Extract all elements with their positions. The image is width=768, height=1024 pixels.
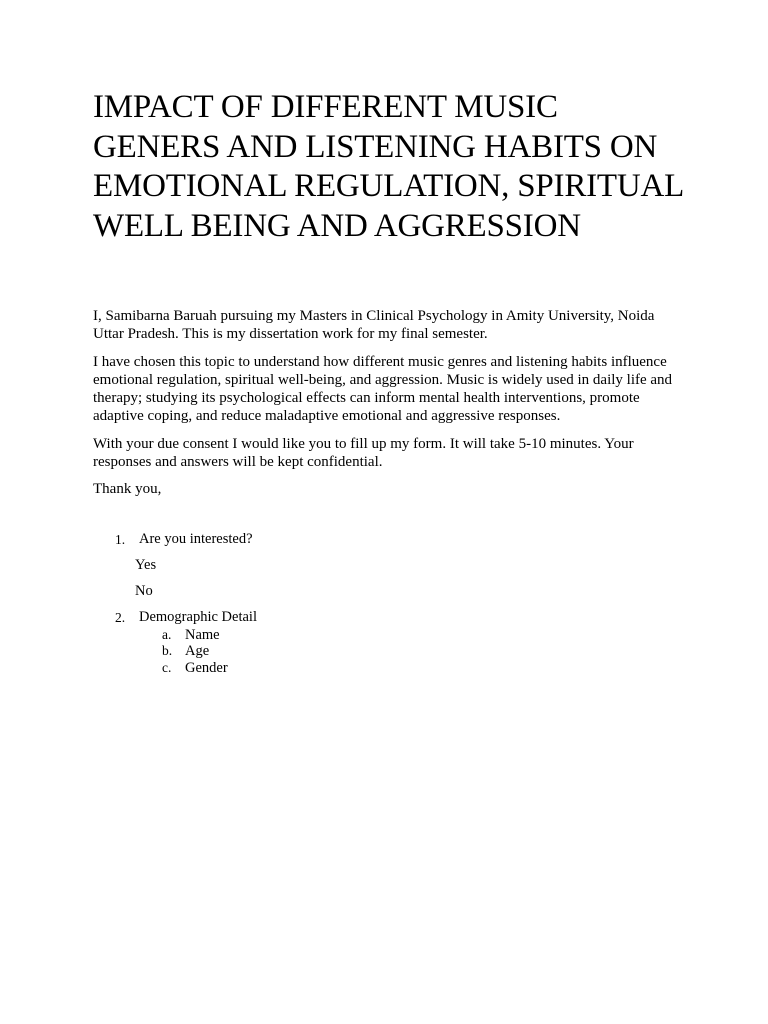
subitem-label: Gender	[185, 660, 228, 677]
subitem-marker: a.	[162, 626, 172, 642]
question-number: 2.	[115, 609, 126, 625]
question-number: 1.	[115, 531, 126, 547]
intro-paragraph: I, Samibarna Baruah pursuing my Masters in Clinical Psychology in Amity University, Noida Uttar Pradesh. This is my dissertation work for my final semester.	[93, 308, 655, 343]
subitem-age	[93, 643, 683, 660]
subitem-marker: b.	[162, 643, 173, 659]
consent-paragraph: With your due consent I would like you to fill up my form. It will take 5-10 minutes. Your responses and answers will be kept confidential.	[93, 435, 634, 471]
document-title: IMPACT OF DIFFERENT MUSIC GENERS AND LISTENING HABITS ON EMOTIONAL REGULATION, SPIRITUAL WELL BEING AND AGGRESSION	[93, 89, 683, 244]
thanks-line: Thank you,	[93, 481, 162, 498]
demographic-subitems	[93, 627, 683, 677]
question-demographic	[93, 609, 683, 626]
purpose-paragraph: I have chosen this topic to understand how different music genres and listening habits influence emotional regulation, spiritual well-being, and aggression. Music is widely used in daily life and therapy; studying its psychological effects can inform mental health interventions, promote adaptive coping, and reduce maladaptive emotional and aggressive responses.	[93, 353, 673, 425]
question-text: Are you interested?	[139, 530, 253, 547]
subitem-marker: c.	[162, 660, 172, 676]
option-yes[interactable]: Yes	[135, 556, 157, 573]
subitem-label: Name	[185, 626, 220, 643]
subitem-label: Age	[185, 643, 210, 660]
document-page	[93, 88, 683, 677]
subitem-gender	[93, 660, 683, 677]
question-text: Demographic Detail	[139, 608, 257, 625]
option-no[interactable]: No	[135, 582, 153, 599]
intro-section	[93, 307, 683, 499]
answer-options	[93, 557, 683, 600]
question-interested	[93, 531, 683, 548]
subitem-name	[93, 627, 683, 644]
question-list	[93, 531, 683, 677]
